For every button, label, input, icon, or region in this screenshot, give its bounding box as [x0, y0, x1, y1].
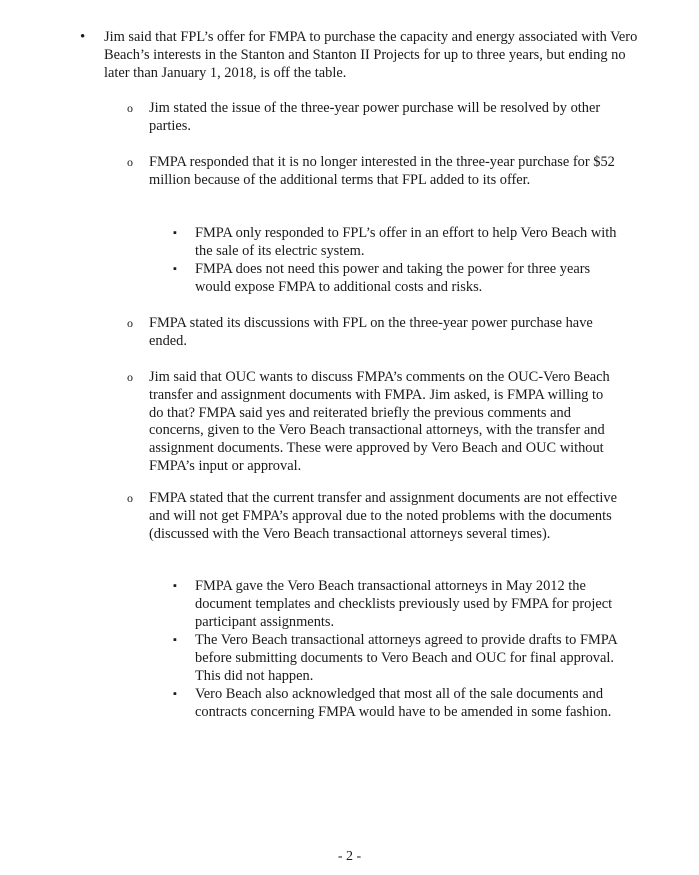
sub-sub-bullet-marker: ▪	[173, 263, 177, 275]
sub-sub-bullet-text: FMPA does not need this power and taking the power for three years would expose FMPA to additional costs and risks.	[195, 261, 591, 295]
sub-bullet-marker: o	[127, 101, 133, 115]
sub-sub-bullet-marker: ▪	[173, 634, 177, 646]
sub-bullet-marker: o	[127, 155, 133, 169]
sub-bullet-marker: o	[127, 316, 133, 330]
sub-bullet-item	[127, 315, 619, 351]
sub-sub-bullet-marker: ▪	[173, 227, 177, 239]
sub-sub-bullet-text: FMPA only responded to FPL’s offer in an effort to help Vero Beach with the sale of its electric system.	[195, 225, 617, 259]
bullet-marker: •	[80, 29, 86, 45]
bullet-text: Jim said that FPL’s offer for FMPA to purchase the capacity and energy associated with Vero Beach’s interests in the Stanton and Stanton II Projects for up to three years, but ending no later than January 1, 2018, is off the table.	[104, 29, 638, 81]
sub-sub-bullet-item	[173, 261, 619, 297]
sub-bullet-text: FMPA stated that the current transfer and assignment documents are not effective and will not get FMPA’s approval due to the noted problems with the documents (discussed with the Vero Beach transactional attorneys several times).	[149, 490, 617, 542]
sub-bullet-item	[127, 490, 619, 543]
bullet-item	[80, 29, 640, 82]
sub-sub-bullet-item	[173, 578, 619, 631]
sub-bullet-item	[127, 154, 619, 190]
sub-sub-bullet-item	[173, 686, 619, 722]
sub-sub-bullet-marker: ▪	[173, 580, 177, 592]
sub-sub-bullet-item	[173, 225, 619, 261]
sub-sub-bullet-item	[173, 632, 619, 685]
sub-sub-bullet-text: FMPA gave the Vero Beach transactional attorneys in May 2012 the document templates and checklists previously used by FMPA for project participant assignments.	[195, 578, 613, 630]
sub-bullet-marker: o	[127, 370, 133, 384]
sub-bullet-text: Jim said that OUC wants to discuss FMPA’s comments on the OUC-Vero Beach transfer and assignment documents with FMPA. Jim asked, is FMPA willing to do that? FMPA said yes and reiterated briefly the previous comments and concerns, given to the Vero Beach transactional attorneys, with the transfer and assignment documents. These were approved by Vero Beach and OUC without FMPA’s input or approval.	[149, 369, 610, 474]
sub-sub-bullet-marker: ▪	[173, 688, 177, 700]
sub-bullet-text: Jim stated the issue of the three-year power purchase will be resolved by other parties.	[149, 100, 601, 134]
sub-bullet-item	[127, 100, 619, 136]
sub-bullet-text: FMPA responded that it is no longer interested in the three-year purchase for $52 million because of the additional terms that FPL added to its offer.	[149, 154, 615, 188]
sub-sub-bullet-text: The Vero Beach transactional attorneys agreed to provide drafts to FMPA before submitting documents to Vero Beach and OUC for final approval. This did not happen.	[195, 632, 618, 684]
sub-sub-bullet-text: Vero Beach also acknowledged that most all of the sale documents and contracts concerning FMPA would have to be amended in some fashion.	[195, 686, 612, 720]
sub-bullet-item	[127, 369, 619, 476]
sub-bullet-marker: o	[127, 491, 133, 505]
sub-bullet-text: FMPA stated its discussions with FPL on the three-year power purchase have ended.	[149, 315, 593, 349]
page-number: - 2 -	[337, 849, 362, 864]
